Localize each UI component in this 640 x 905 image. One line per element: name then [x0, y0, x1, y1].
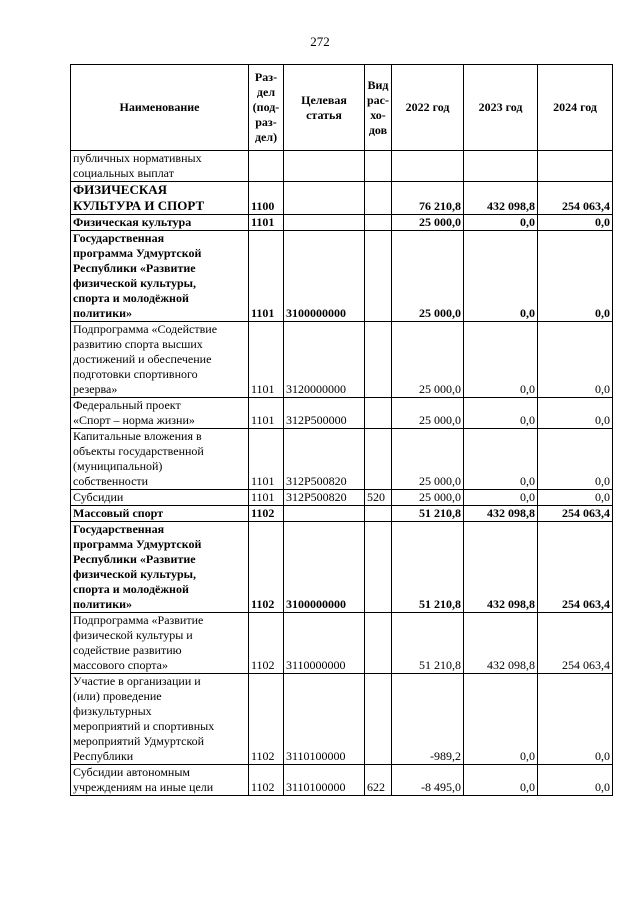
cell-razdel: 1101 [249, 398, 284, 429]
cell-name: Подпрограмма «Развитие физической культуры и содействие развитию массового спорта» [71, 613, 249, 674]
cell-y2022: -989,2 [392, 674, 464, 765]
cell-target: 3100000000 [284, 231, 365, 322]
header-name: Наименование [71, 65, 249, 151]
cell-razdel: 1102 [249, 522, 284, 613]
table-row [71, 506, 613, 522]
cell-expense [365, 506, 392, 522]
table-row [71, 182, 613, 215]
cell-y2024: 0,0 [538, 231, 613, 322]
cell-razdel: 1101 [249, 215, 284, 231]
cell-y2023: 432 098,8 [464, 182, 538, 215]
table-row [71, 429, 613, 490]
cell-razdel: 1102 [249, 506, 284, 522]
cell-y2022: 25 000,0 [392, 215, 464, 231]
cell-name: Государственная программа Удмуртской Республики «Развитие физической культуры, спорта и молодёжной политики» [71, 231, 249, 322]
cell-y2022: 51 210,8 [392, 613, 464, 674]
header-target: Целевая статья [284, 65, 365, 151]
cell-target [284, 215, 365, 231]
cell-y2022: 51 210,8 [392, 522, 464, 613]
cell-expense: 520 [365, 490, 392, 506]
cell-y2024: 0,0 [538, 322, 613, 398]
cell-target: 3100000000 [284, 522, 365, 613]
cell-name: Физическая культура [71, 215, 249, 231]
cell-y2024: 254 063,4 [538, 613, 613, 674]
cell-y2024: 254 063,4 [538, 506, 613, 522]
table-row [71, 398, 613, 429]
cell-target: 3110000000 [284, 613, 365, 674]
table-body [71, 151, 613, 796]
cell-razdel: 1102 [249, 613, 284, 674]
cell-y2023: 432 098,8 [464, 613, 538, 674]
cell-y2024: 0,0 [538, 429, 613, 490]
cell-target [284, 151, 365, 182]
cell-razdel: 1100 [249, 182, 284, 215]
table-row [71, 231, 613, 322]
cell-y2022: -8 495,0 [392, 765, 464, 796]
table-header-row [71, 65, 613, 151]
header-2022: 2022 год [392, 65, 464, 151]
cell-y2024: 0,0 [538, 674, 613, 765]
cell-expense [365, 215, 392, 231]
header-2023: 2023 год [464, 65, 538, 151]
header-2024: 2024 год [538, 65, 613, 151]
cell-y2023: 432 098,8 [464, 506, 538, 522]
cell-razdel: 1101 [249, 322, 284, 398]
cell-name: Субсидии автономным учреждениям на иные цели [71, 765, 249, 796]
cell-expense [365, 613, 392, 674]
cell-name: ФИЗИЧЕСКАЯ КУЛЬТУРА И СПОРТ [71, 182, 249, 215]
cell-y2023: 0,0 [464, 322, 538, 398]
cell-expense [365, 322, 392, 398]
cell-target: 312P500820 [284, 429, 365, 490]
cell-y2023: 0,0 [464, 231, 538, 322]
cell-y2024: 254 063,4 [538, 182, 613, 215]
cell-razdel: 1101 [249, 490, 284, 506]
cell-y2023: 0,0 [464, 398, 538, 429]
cell-target [284, 182, 365, 215]
budget-table [70, 64, 613, 796]
cell-name: Участие в организации и (или) проведение физкультурных мероприятий и спортивных мероприятий Удмуртской Республики [71, 674, 249, 765]
cell-name: Субсидии [71, 490, 249, 506]
cell-razdel: 1102 [249, 765, 284, 796]
cell-expense: 622 [365, 765, 392, 796]
table-row [71, 522, 613, 613]
cell-y2023: 0,0 [464, 215, 538, 231]
cell-target: 312P500000 [284, 398, 365, 429]
cell-expense [365, 182, 392, 215]
cell-target: 3110100000 [284, 674, 365, 765]
page-number: 272 [310, 34, 330, 49]
cell-name: публичных нормативных социальных выплат [71, 151, 249, 182]
cell-expense [365, 231, 392, 322]
cell-y2023 [464, 151, 538, 182]
header-razdel: Раз- дел (под- раз- дел) [249, 65, 284, 151]
cell-y2023: 0,0 [464, 765, 538, 796]
cell-name: Федеральный проект «Спорт – норма жизни» [71, 398, 249, 429]
cell-y2022: 76 210,8 [392, 182, 464, 215]
table-row [71, 765, 613, 796]
cell-name: Государственная программа Удмуртской Республики «Развитие физической культуры, спорта и молодёжной политики» [71, 522, 249, 613]
cell-y2022: 25 000,0 [392, 429, 464, 490]
table-row [71, 322, 613, 398]
cell-y2024: 0,0 [538, 215, 613, 231]
table-row [71, 674, 613, 765]
cell-razdel: 1102 [249, 674, 284, 765]
cell-y2024: 254 063,4 [538, 522, 613, 613]
cell-expense [365, 398, 392, 429]
cell-target [284, 506, 365, 522]
cell-y2022 [392, 151, 464, 182]
cell-razdel: 1101 [249, 429, 284, 490]
cell-y2022: 25 000,0 [392, 398, 464, 429]
cell-name: Капитальные вложения в объекты государственной (муниципальной) собственности [71, 429, 249, 490]
cell-y2022: 25 000,0 [392, 490, 464, 506]
cell-name: Подпрограмма «Содействие развитию спорта высших достижений и обеспечение подготовки спортивного резерва» [71, 322, 249, 398]
table-row [71, 490, 613, 506]
cell-y2022: 25 000,0 [392, 231, 464, 322]
table-row [71, 215, 613, 231]
cell-expense [365, 151, 392, 182]
cell-razdel: 1101 [249, 231, 284, 322]
cell-y2023: 0,0 [464, 429, 538, 490]
cell-target: 3120000000 [284, 322, 365, 398]
cell-razdel [249, 151, 284, 182]
cell-y2023: 432 098,8 [464, 522, 538, 613]
cell-expense [365, 522, 392, 613]
cell-expense [365, 674, 392, 765]
table-row [71, 151, 613, 182]
cell-target: 3110100000 [284, 765, 365, 796]
cell-expense [365, 429, 392, 490]
cell-y2022: 51 210,8 [392, 506, 464, 522]
cell-y2024 [538, 151, 613, 182]
cell-name: Массовый спорт [71, 506, 249, 522]
cell-y2024: 0,0 [538, 490, 613, 506]
cell-y2022: 25 000,0 [392, 322, 464, 398]
cell-y2023: 0,0 [464, 490, 538, 506]
cell-y2024: 0,0 [538, 398, 613, 429]
table-row [71, 613, 613, 674]
cell-y2024: 0,0 [538, 765, 613, 796]
cell-target: 312P500820 [284, 490, 365, 506]
cell-y2023: 0,0 [464, 674, 538, 765]
header-expense-type: Вид рас- хо- дов [365, 65, 392, 151]
